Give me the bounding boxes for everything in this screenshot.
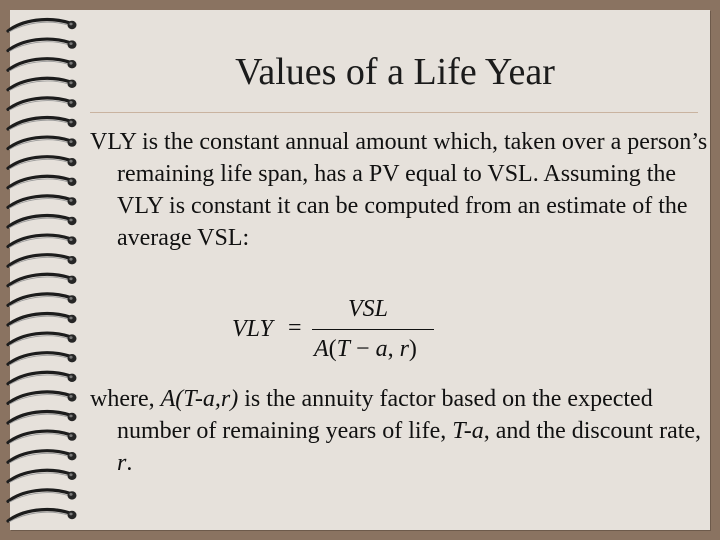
- formula-equals: =: [288, 315, 302, 341]
- formula-denominator: A(T − a, r): [314, 336, 417, 362]
- annuity-term: A(T-a,r): [160, 386, 239, 412]
- fraction-bar: [312, 329, 434, 330]
- formula-lhs: VLY: [232, 316, 273, 342]
- explanation-paragraph: where, A(T-a,r) is the annuity factor based on the expected number of remaining years of life, T-a, and the discount rate, r.: [90, 386, 702, 476]
- formula-numerator: VSL: [348, 296, 389, 322]
- spiral-binding-icon: [0, 0, 80, 540]
- definition-paragraph: VLY is the constant annual amount which, taken over a person’s remaining life span, has a PV equal to VSL. Assuming the VLY is constant it can be computed from an estimate of the average VSL:: [90, 129, 708, 251]
- title-divider: [90, 112, 698, 113]
- vly-formula: [228, 296, 458, 372]
- slide-title: Values of a Life Year: [235, 51, 555, 93]
- rate-term: r: [117, 450, 127, 476]
- years-term: T-a: [452, 418, 484, 444]
